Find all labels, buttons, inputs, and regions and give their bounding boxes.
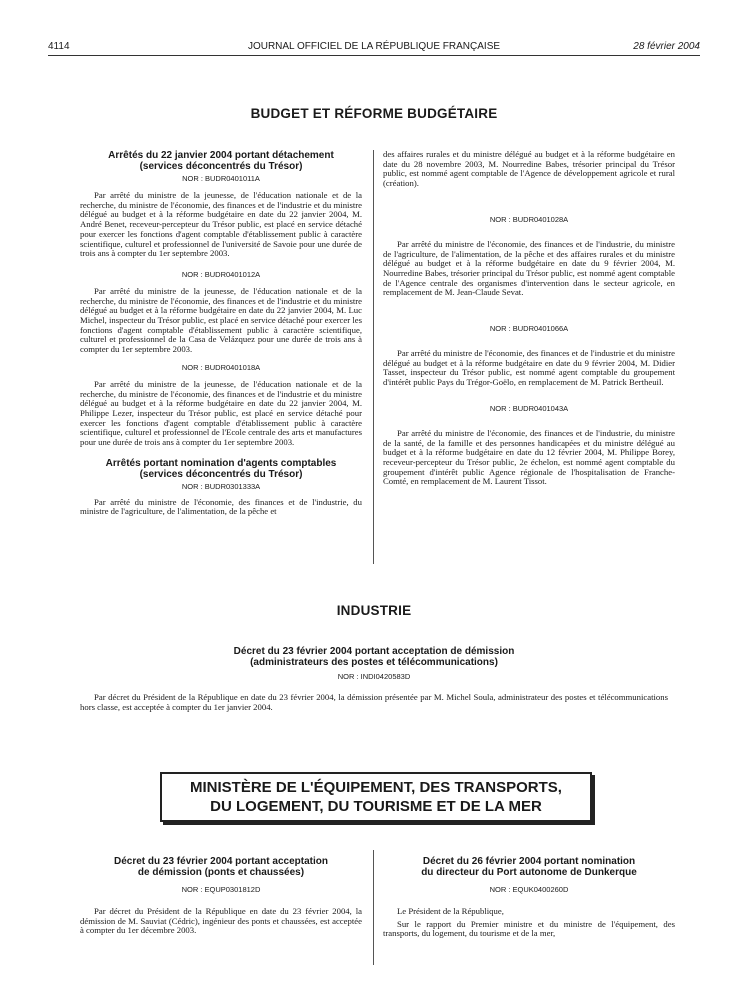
ministry-title-line-2: DU LOGEMENT, DU TOURISME ET DE LA MER	[210, 798, 542, 815]
paragraph: Par arrêté du ministre de l'économie, des finances et de l'industrie, du ministre de l'agriculture, de l'alimentation, de la pêche et	[80, 496, 362, 517]
decret-ponts-title	[80, 856, 362, 878]
paragraph: Par arrêté du ministre de l'économie, des finances et de l'industrie, du ministre de la santé, de la famille et des personnes handicapées et du ministre délégué au budget et à la réforme budgétaire en date du 12 février 2004, M. Philippe Borey, receveur-percepteur du Trésor public, 2e échelon, est nommé agent comptable du groupement d'intérêt public Agence régionale de l'hospitalisation de Franche-Comté, en remplacement de M. Laurent Tissot.	[383, 427, 675, 487]
decret-nomination-title	[383, 856, 675, 878]
paragraph: Par arrêté du ministre de l'économie, des finances et de l'industrie et du ministre délégué au budget et à la réforme budgétaire en date du 9 février 2004, M. Didier Tasset, inspecteur du Trésor public, est nommé agent comptable du groupement d'intérêt public Pays du Trégor-Goëlo, en remplacement de M. Patrick Bertheuil.	[383, 348, 675, 388]
nor-reference: NOR : EQUK0400260D	[489, 885, 569, 894]
equipement-left-column	[80, 856, 362, 936]
issue-date: 28 février 2004	[633, 41, 700, 52]
title-line: (services déconcentrés du Trésor)	[139, 161, 303, 172]
decret-demission-title	[80, 646, 668, 668]
title-line: Arrêtés portant nomination d'agents comptables	[105, 457, 337, 469]
paragraph: Sur le rapport du Premier ministre et du ministre de l'équipement, des transports, du logement, du tourisme et de la mer,	[383, 918, 675, 939]
section-title-industrie: INDUSTRIE	[336, 603, 412, 618]
paragraph: Par arrêté du ministre de la jeunesse, de l'éducation nationale et de la recherche, du ministre de l'économie, des finances et de l'industrie et du ministre délégué au budget et à la réforme budgétaire en date du 22 janvier 2004, M. André Benet, receveur-percepteur du Trésor public, est placé en service détaché pour exercer les fonctions d'agent comptable d'établissement public à caractère scientifique, culturel et professionnel de l'université de Savoie pour une durée de trois ans à compter du 1er septembre 2003.	[80, 190, 362, 259]
section-title-budget: BUDGET ET RÉFORME BUDGÉTAIRE	[250, 106, 498, 121]
title-line: Décret du 26 février 2004 portant nomination	[422, 856, 636, 867]
nor-reference: NOR : BUDR0401012A	[181, 269, 261, 279]
nor-reference: NOR : BUDR0401011A	[182, 174, 260, 183]
title-line: de démission (ponts et chaussées)	[137, 867, 305, 878]
paragraph: Le Président de la République,	[397, 906, 504, 916]
arretes-nomination-title	[80, 458, 362, 480]
budget-left-column	[80, 150, 362, 517]
column-divider	[373, 850, 374, 965]
paragraph: Par décret du Président de la République en date du 23 février 2004, la démission de M. Sauviat (Cédric), ingénieur des ponts et chaussées, est acceptée à compter du 1er décembre 2003.	[80, 906, 362, 936]
ministry-box	[160, 772, 592, 822]
nor-reference: NOR : BUDR0401043A	[489, 403, 569, 413]
nor-reference: NOR : EQUP0301812D	[181, 885, 261, 894]
header-rule	[48, 55, 700, 56]
title-line: Décret du 23 février 2004 portant acceptation	[114, 856, 328, 867]
ministry-title-line-1: MINISTÈRE DE L'ÉQUIPEMENT, DES TRANSPORTS,	[190, 779, 562, 796]
page-number: 4114	[48, 41, 70, 52]
arretes-detachement-title	[80, 150, 362, 172]
title-line: Arrêtés du 22 janvier 2004 portant détachement	[108, 150, 334, 161]
nor-reference: NOR : BUDR0401018A	[181, 362, 261, 372]
paragraph: Par décret du Président de la République en date du 23 février 2004, la démission présentée par M. Michel Soula, administrateur des postes et télécommunications hors classe, est acceptée à compter du 1er janvier 2004.	[80, 692, 668, 712]
title-line: (administrateurs des postes et télécommunications)	[250, 657, 498, 668]
title-line: Décret du 23 février 2004 portant acceptation de démission	[233, 646, 515, 657]
column-divider	[373, 150, 374, 564]
nor-reference: NOR : BUDR0401066A	[489, 324, 569, 334]
paragraph: Par arrêté du ministre de la jeunesse, de l'éducation nationale et de la recherche, du ministre de l'économie, des finances et de l'industrie et du ministre délégué au budget et à la réforme budgétaire en date du 22 janvier 2004, M. Philippe Lezer, inspecteur du Trésor public, est placé en service détaché pour exercer les fonctions d'agent comptable d'établissement public à caractère scientifique, culturel et professionnel de l'Ecole centrale des arts et manufactures pour une durée de trois ans à compter du 1er septembre 2003.	[80, 378, 362, 448]
title-line: du directeur du Port autonome de Dunkerque	[421, 867, 637, 878]
nor-reference: NOR : BUDR0301333A	[181, 481, 261, 491]
equipement-right-column	[383, 856, 675, 939]
paragraph: Par arrêté du ministre de la jeunesse, de l'éducation nationale et de la recherche, du ministre de l'économie, des finances et de l'industrie et du ministre délégué au budget et à la réforme budgétaire en date du 22 janvier 2004, M. Luc Michel, inspecteur du Trésor public, est placé en service détaché pour exercer les fonctions d'agent comptable d'établissement public à caractère scientifique, culturel et professionnel de la Casa de Velázquez pour une durée de trois ans à compter du 1er septembre 2003.	[80, 285, 362, 355]
nor-reference: NOR : INDI0420583D	[337, 672, 411, 681]
paragraph: des affaires rurales et du ministre délégué au budget et à la réforme budgétaire en date du 28 novembre 2003, M. Nourredine Babes, trésorier principal du Trésor public, est nommé agent comptable de l'Agence de développement agricole et rural (création).	[383, 149, 675, 189]
budget-right-column	[383, 150, 675, 487]
nor-reference: NOR : BUDR0401028A	[489, 214, 569, 224]
title-line: (services déconcentrés du Trésor)	[139, 468, 303, 480]
journal-title: JOURNAL OFFICIEL DE LA RÉPUBLIQUE FRANÇAISE	[247, 41, 501, 52]
paragraph: Par arrêté du ministre de l'économie, des finances et de l'industrie, du ministre de l'agriculture, de l'alimentation, de la pêche et des affaires rurales et du ministre délégué au budget et à la réforme budgétaire en date du 9 février 2004, M. Nourredine Babes, trésorier principal du Trésor public, est nommé agent comptable de l'Agence centrale des organismes d'intervention dans le secteur agricole, en remplacement de M. Jean-Claude Sevat.	[383, 238, 675, 298]
